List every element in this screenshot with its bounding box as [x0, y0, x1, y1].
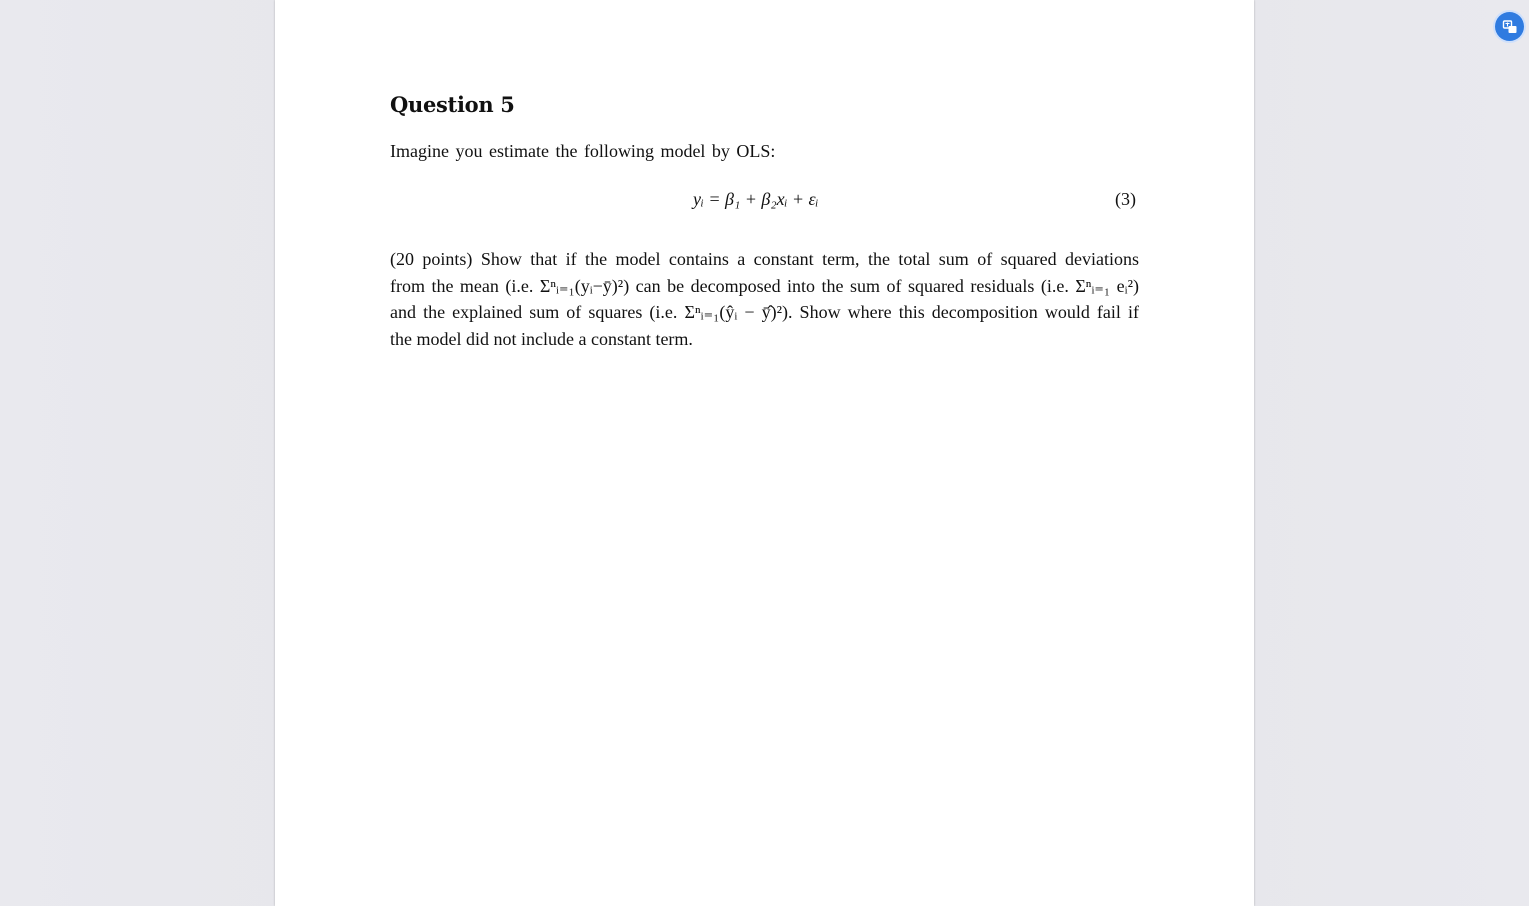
question-paragraph [390, 246, 1139, 352]
paragraph-line: (20 points) Show that if the model contains a constant term, the total sum of squared deviations [390, 249, 1139, 269]
paragraph-line: from the mean (i.e. Σⁿᵢ₌₁(yᵢ−ȳ)²) can be decomposed into the sum of squared residuals (i.e. Σⁿᵢ₌₁ eᵢ²) [390, 275, 1139, 296]
equation-number: (3) [1115, 189, 1136, 209]
question-heading: Question 5 [390, 92, 515, 117]
paragraph-line: and the explained sum of squares (i.e. Σⁿᵢ₌₁(ŷᵢ − ȳ̂)²). Show where this decomposition would fail if [390, 302, 1139, 322]
translate-icon [1502, 19, 1518, 35]
paragraph-line: the model did not include a constant term. [390, 328, 693, 349]
model-equation: yᵢ = β₁ + β₂xᵢ + εᵢ [693, 189, 819, 209]
translate-button[interactable] [1495, 12, 1524, 41]
intro-text: Imagine you estimate the following model by OLS: [390, 141, 776, 161]
document-page [275, 0, 1254, 906]
